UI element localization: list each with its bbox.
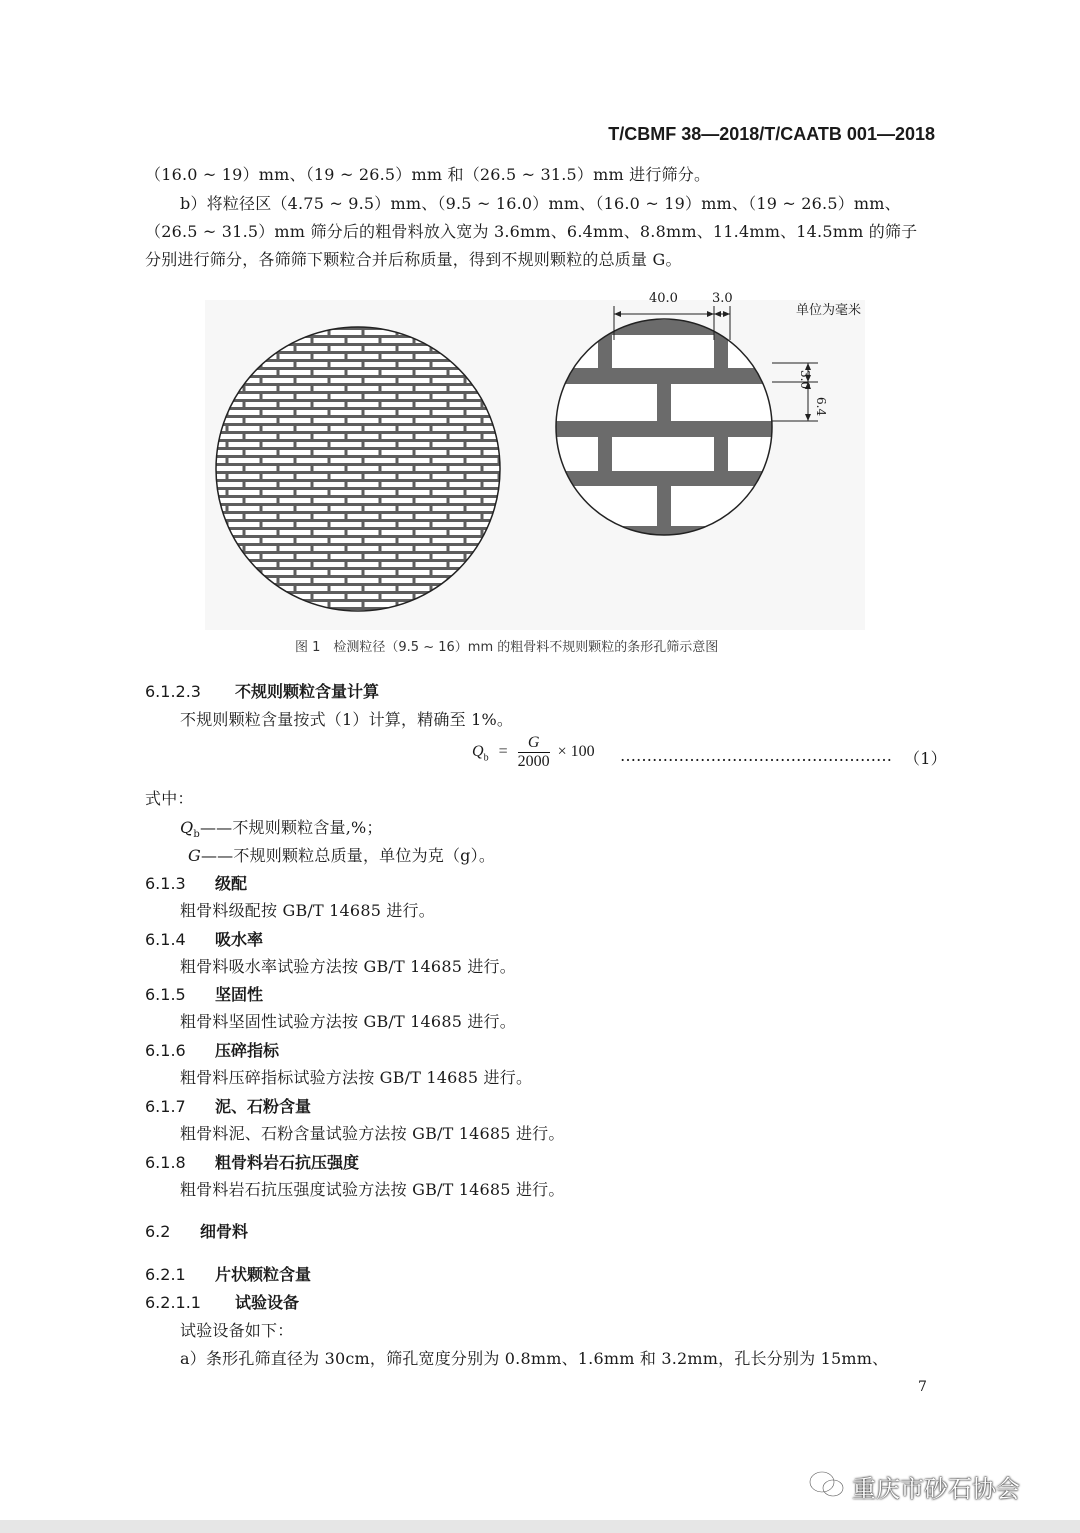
intro-line-3: （26.5 ~ 31.5）mm 筛分后的粗骨料放入宽为 3.6mm、6.4mm、8.8mm、11.4mm、14.5mm 的筛子 (145, 222, 918, 241)
section-text-6-1-2-3: 不规则颗粒含量按式（1）计算，精确至 1%。 (180, 710, 514, 729)
dimension-gap-label: 3.0 (712, 291, 733, 306)
section-heading-6-1-3 (145, 871, 247, 894)
formula-1 (472, 734, 595, 771)
section-heading-6-1-6 (145, 1038, 279, 1061)
section-heading-6-2-1 (145, 1262, 311, 1285)
formula-lhs: Q (472, 743, 484, 761)
section-heading-6-1-5 (145, 982, 263, 1005)
section-title: 坚固性 (215, 985, 264, 1004)
section-text-6-2-1-1: 试验设备如下： (180, 1321, 294, 1340)
page-bottom-strip (0, 1520, 1080, 1533)
where-symbol-q: Q (180, 818, 194, 837)
where-item-g (188, 843, 495, 866)
section-text-6-1-5: 粗骨料坚固性试验方法按 GB/T 14685 进行。 (180, 1012, 516, 1031)
formula-denominator: 2000 (517, 753, 550, 770)
section-title: 泥、石粉含量 (215, 1097, 312, 1116)
section-heading-6-1-8 (145, 1150, 359, 1173)
section-number: 6.2.1.1 (145, 1293, 201, 1312)
section-title: 不规则颗粒含量计算 (235, 682, 380, 701)
where-item-qb (180, 815, 383, 840)
formula-equals: = (498, 743, 508, 761)
section-title: 吸水率 (215, 930, 264, 949)
intro-line-2: b）将粒径区（4.75 ~ 9.5）mm、（9.5 ~ 16.0）mm、（16.0 ~ 19）mm、（19 ~ 26.5）mm、 (180, 194, 901, 213)
section-heading-6-2-1-1 (145, 1290, 299, 1313)
intro-line-1: （16.0 ~ 19）mm、（19 ~ 26.5）mm 和（26.5 ~ 31.5）mm 进行筛分。 (145, 165, 711, 184)
section-heading-6-1-2-3 (145, 679, 379, 702)
section-heading-6-1-4 (145, 927, 263, 950)
sieve-overview-diagram (210, 320, 510, 620)
section-text-6-1-6: 粗骨料压碎指标试验方法按 GB/T 14685 进行。 (180, 1068, 533, 1087)
where-symbol-sub: b (193, 829, 200, 841)
section-title: 片状颗粒含量 (215, 1265, 312, 1284)
section-text-6-1-4: 粗骨料吸水率试验方法按 GB/T 14685 进行。 (180, 957, 516, 976)
section-number: 6.1.5 (145, 985, 186, 1004)
formula-fraction (518, 734, 550, 771)
formula-multiplier: × 100 (557, 743, 595, 761)
section-number: 6.1.8 (145, 1153, 186, 1172)
watermark-text: 重庆市砂石协会 (852, 1475, 1020, 1503)
dimension-slot-label: 6.4 (814, 397, 828, 417)
section-heading-6-2 (145, 1219, 248, 1242)
figure-caption: 图 1 检测粒径（9.5 ~ 16）mm 的粗骨料不规则颗粒的条形孔筛示意图 (295, 640, 719, 655)
where-description-qb: ——不规则颗粒含量,%； (199, 818, 383, 837)
section-number: 6.1.4 (145, 930, 186, 949)
section-title: 试验设备 (235, 1293, 300, 1312)
where-description-g: ——不规则颗粒总质量，单位为克（g）。 (200, 846, 496, 865)
formula-numerator: G (518, 734, 550, 753)
wechat-icon (807, 1470, 847, 1500)
page-number: 7 (918, 1379, 927, 1395)
list-item-a: a）条形孔筛直径为 30cm，筛孔宽度分别为 0.8mm、1.6mm 和 3.2mm，孔长分别为 15mm、 (180, 1349, 889, 1368)
formula-leader-dots: …………………………………………… (620, 746, 892, 765)
section-number: 6.1.2.3 (145, 682, 201, 701)
section-text-6-1-8: 粗骨料岩石抗压强度试验方法按 GB/T 14685 进行。 (180, 1180, 565, 1199)
unit-note: 单位为毫米 (796, 303, 862, 318)
section-number: 6.1.7 (145, 1097, 186, 1116)
standard-number: T/CBMF 38—2018/T/CAATB 001—2018 (608, 124, 935, 144)
section-text-6-1-3: 粗骨料级配按 GB/T 14685 进行。 (180, 901, 435, 920)
formula-number: （1） (904, 749, 947, 768)
section-title: 级配 (215, 874, 248, 893)
section-number: 6.1.6 (145, 1041, 186, 1060)
intro-line-4: 分别进行筛分，各筛筛下颗粒合并后称质量，得到不规则颗粒的总质量 G。 (145, 250, 682, 269)
section-heading-6-1-7 (145, 1094, 311, 1117)
section-number: 6.2.1 (145, 1265, 186, 1284)
section-number: 6.2 (145, 1222, 171, 1241)
dimension-width-label: 40.0 (649, 291, 678, 306)
section-title: 粗骨料岩石抗压强度 (215, 1153, 360, 1172)
where-label: 式中： (145, 789, 194, 808)
section-title: 压碎指标 (215, 1041, 280, 1060)
where-symbol-g: G (188, 846, 201, 865)
section-number: 6.1.3 (145, 874, 186, 893)
formula-lhs-subscript: b (483, 752, 489, 764)
section-title: 细骨料 (200, 1222, 249, 1241)
dimension-vgap-label: 3.0 (798, 370, 812, 390)
section-text-6-1-7: 粗骨料泥、石粉含量试验方法按 GB/T 14685 进行。 (180, 1124, 565, 1143)
